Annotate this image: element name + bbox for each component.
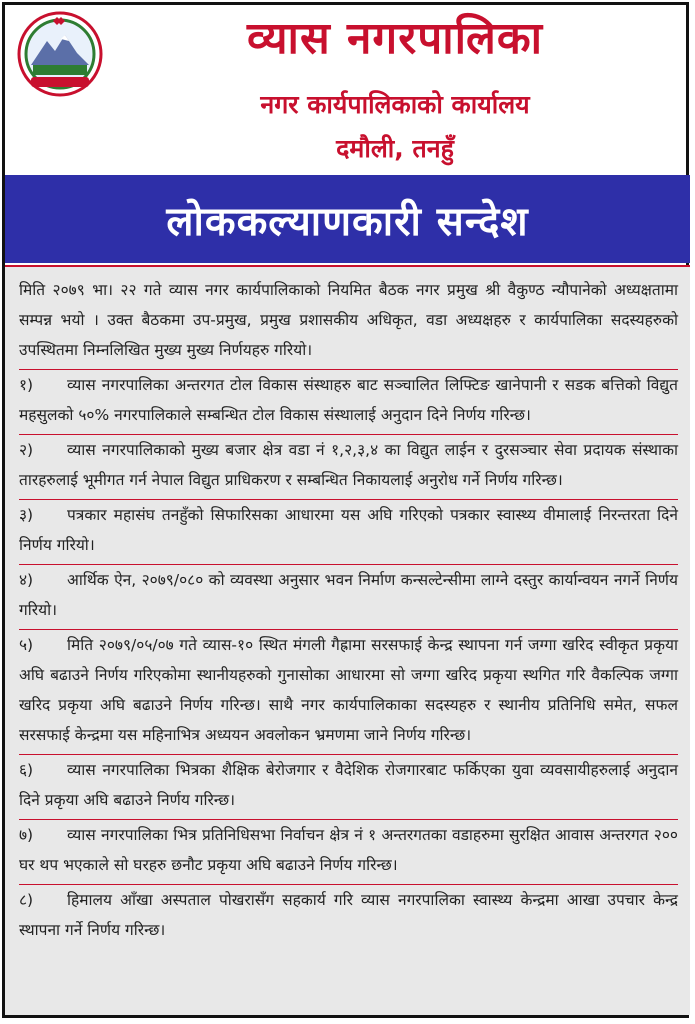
decision-item xyxy=(19,630,678,755)
message-banner xyxy=(5,175,690,263)
item-number: ४) xyxy=(19,571,34,589)
office-subtitle: नगर कार्यपालिकाको कार्यालय xyxy=(260,90,530,119)
nepal-emblem-icon xyxy=(17,11,103,97)
paragraph-text: व्यास नगरपालिका अन्तरगत टोल विकास संस्थाहरु बाट सञ्चालित लिफ्टिङ खानेपानी र सडक बत्तिको विद्युत महसुलको ५०% नगरपालिकाले सम्बन्धित टोल विकास संस्थालाई अनुदान दिने निर्णय गरिन्छ। xyxy=(19,376,678,424)
item-number: १) xyxy=(19,376,34,394)
paragraph-text: हिमालय आँखा अस्पताल पोखरासँग सहकार्य गरि व्यास नगरपालिका स्वास्थ्य केन्द्रमा आखा उपचार केन्द्र स्थापना गर्ने निर्णय गरिन्छ। xyxy=(19,891,678,939)
municipality-title: व्यास नगरपालिका xyxy=(246,13,544,64)
intro-paragraph xyxy=(19,275,678,370)
header xyxy=(5,5,690,175)
decision-item xyxy=(19,755,678,820)
paragraph-text: व्यास नगरपालिकाको मुख्य बजार क्षेत्र वडा नं १,२,३,४ का विद्युत लाईन र दुरसञ्चार सेवा प्रदायक संस्थाका तारहरुलाई भूमीगत गर्न नेपाल विद्युत प्राधिकरण र सम्बन्धित निकायलाई अनुरोध गर्ने निर्णय गरिन्छ। xyxy=(19,441,678,489)
paragraph-text: पत्रकार महासंघ तनहुँको सिफारिसका आधारमा यस अघि गरिएको पत्रकार स्वास्थ्य वीमालाई निरन्तरता दिने निर्णय गरियो। xyxy=(19,506,678,554)
decision-item xyxy=(19,565,678,630)
paragraph-text: मिति २०७९/०५/०७ गते व्यास-१० स्थित मंगली गैह्रामा सरसफाई केन्द्र स्थापना गर्न जग्गा खरिद स्वीकृत प्रकृया अघि बढाउने निर्णय गरिएकोमा स्थानीयहरुको गुनासोका आधारमा सो जग्गा खरिद प्रकृया स्थगित गरि वैकल्पिक जग्गा खरिद प्रकृया अघि बढाउने निर्णय गरिन्छ। साथै नगर कार्यपालिकाका सदस्यहरु र स्थानीय प्रतिनिधि समेत, सफल सरसफाई केन्द्रमा यस महिनाभित्र अध्ययन अवलोकन भ्रमणमा जाने निर्णय गरिन्छ। xyxy=(19,636,678,744)
paragraph-text: मिति २०७९ भा। २२ गते व्यास नगर कार्यपालिकाको नियमित बैठक नगर प्रमुख श्री वैकुण्ठ न्यौपानेको अध्यक्षतामा सम्पन्न भयो । उक्त बैठकमा उप-प्रमुख, प्रमुख प्रशासकीय अधिकृत, वडा अध्यक्षहरु र कार्यपालिका सदस्यहरुको उपस्थितमा निम्नलिखित मुख्य मुख्य निर्णयहरु गरियो। xyxy=(19,281,678,359)
banner-title: लोककल्याणकारी सन्देश xyxy=(166,198,529,245)
decision-item xyxy=(19,820,678,885)
item-number: ६) xyxy=(19,761,34,779)
item-number: ३) xyxy=(19,506,34,524)
item-number: ८) xyxy=(19,891,34,909)
item-number: ५) xyxy=(19,636,34,654)
item-number: ७) xyxy=(19,826,34,844)
decision-item xyxy=(19,435,678,500)
item-number: २) xyxy=(19,441,34,459)
decision-item xyxy=(19,370,678,435)
paragraph-text: व्यास नगरपालिका भित्र प्रतिनिधिसभा निर्वाचन क्षेत्र नं १ अन्तरगतका वडाहरुमा सुरक्षित आवास अन्तरगत २०० घर थप भएकाले सो घरहरु छनौट प्रकृया अघि बढाउने निर्णय गरिन्छ। xyxy=(19,826,678,874)
decision-list xyxy=(5,265,690,1015)
paragraph-text: व्यास नगरपालिका भित्रका शैक्षिक बेरोजगार र वैदेशिक रोजगारबाट फर्किएका युवा व्यवसायीहरुलाई अनुदान दिने प्रकृया अघि बढाउने निर्णय गरिन्छ। xyxy=(19,761,678,809)
decision-item xyxy=(19,885,678,949)
paragraph-text: आर्थिक ऐन, २०७९/०८० को व्यवस्था अनुसार भवन निर्माण कन्सल्टेन्सीमा लाग्ने दस्तुर कार्यान्वयन नगर्ने निर्णय गरियो। xyxy=(19,571,678,619)
location-label: दमौली, तनहुँ xyxy=(336,134,454,163)
decision-item xyxy=(19,500,678,565)
